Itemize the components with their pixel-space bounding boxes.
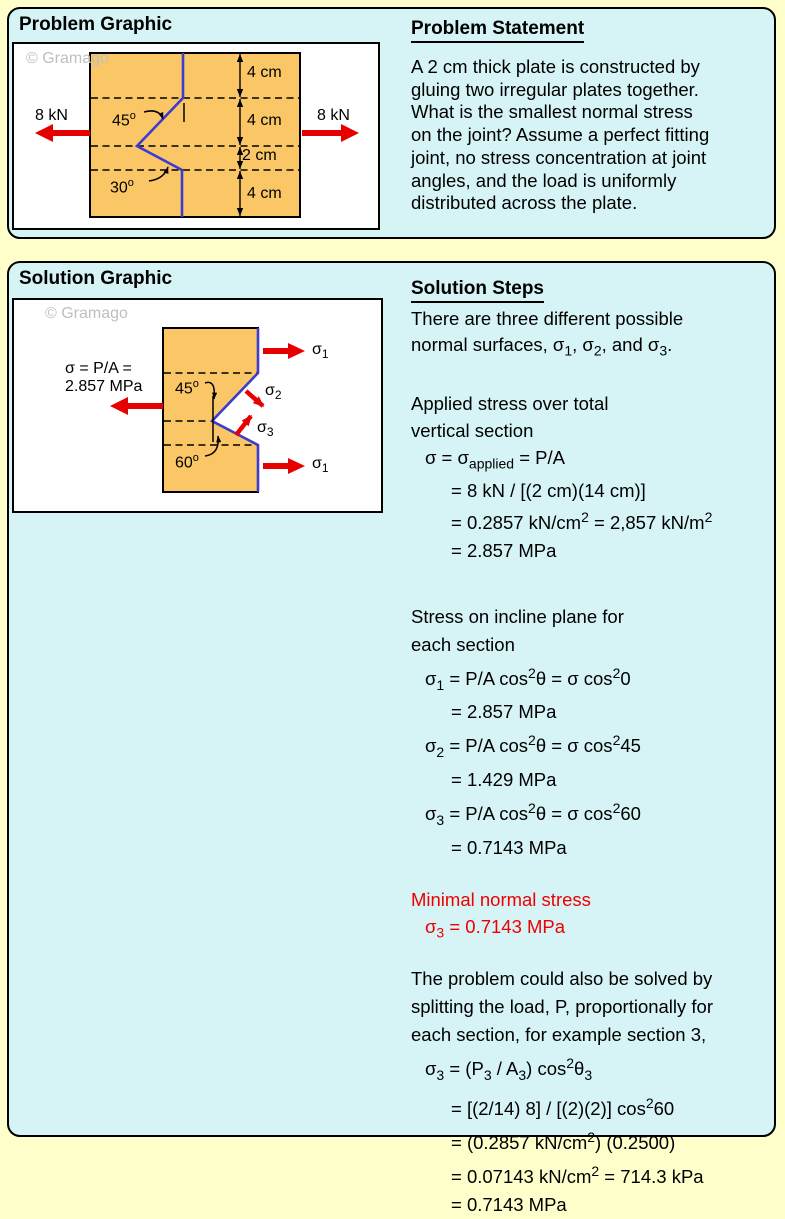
problem-graphic — [12, 42, 380, 230]
step-block — [411, 390, 781, 564]
angle-45-label: 45$^o$ — [112, 110, 136, 130]
step-line: = [(2/14) 8] / [(2)(2)] $\cos^260$ — [451, 1094, 675, 1119]
dim-label-4: 4 cm — [247, 185, 282, 202]
angle-60-label: 60$^o$ — [175, 452, 199, 472]
step-line: normal surfaces, $\sigma_1$, $\sigma_2$, and $\sigma_3$. — [411, 334, 673, 359]
statement-line: What is the smallest normal stress — [411, 101, 693, 123]
step-line: = 0.7143 MPa — [451, 1194, 567, 1216]
sigma3-arrow — [236, 416, 251, 435]
step-line: each section, for example section 3, — [411, 1023, 707, 1045]
sigma1-label-top: $\sigma_1$ — [312, 341, 329, 362]
dim-label-3: 2 cm — [242, 147, 277, 164]
step-block — [411, 306, 781, 364]
step-line: = 0.07143 $kN/cm^2 = 714.3$ kPa — [451, 1162, 704, 1188]
statement-line: joint, no stress concentration at joint — [411, 146, 707, 168]
step-line: = 8 kN / [(2 cm)(14 cm)] — [451, 480, 646, 502]
step-line: = 2.857 MPa — [451, 701, 557, 723]
step-line: splitting the load, P, proportionally for — [411, 995, 714, 1017]
step-line: each section — [411, 633, 515, 655]
step-line: There are three different possible — [411, 308, 684, 329]
sigma2-label: $\sigma_2$ — [265, 382, 282, 403]
sigma1-arrow-bottom — [263, 458, 305, 474]
sigma2-arrow — [246, 391, 263, 406]
force-arrow-left — [35, 124, 90, 142]
step-line: $\sigma_3 = (P_3 / A_3)$ $\cos^2\theta_3$ — [425, 1054, 593, 1083]
problem-graphic-title: Problem Graphic — [19, 14, 173, 35]
step-line: $\sigma_2 = P/A$ $\cos^2\theta = \sigma$ $\cos^245$ — [425, 732, 641, 761]
load-left-label: 8 kN — [35, 107, 68, 124]
watermark: © Gramago — [26, 50, 109, 67]
step-block — [411, 603, 781, 863]
statement-line: on the joint? Assume a perfect fitting — [411, 124, 710, 146]
problem-statement-title: Problem Statement — [411, 18, 584, 43]
applied-stress-line1: σ = P/A = — [65, 360, 132, 377]
solution-steps-list — [411, 306, 781, 1219]
solution-steps-title: Solution Steps — [411, 278, 544, 303]
sigma1-label-bottom: $\sigma_1$ — [312, 455, 329, 476]
step-block — [411, 965, 781, 1219]
load-right-label: 8 kN — [317, 107, 350, 124]
solution-steps-header — [411, 278, 544, 303]
sigma1-arrow-top — [263, 343, 305, 359]
applied-stress-arrow — [110, 397, 163, 415]
dim-label-1: 4 cm — [247, 64, 282, 81]
statement-line: distributed across the plate. — [411, 192, 638, 214]
problem-plate-diagram — [14, 44, 378, 228]
dim-label-2: 4 cm — [247, 112, 282, 129]
step-line: Applied stress over total — [411, 392, 609, 414]
step-line: $\sigma_3 = 0.7143$ MPa — [425, 916, 566, 941]
step-block — [411, 886, 781, 947]
step-line: vertical section — [411, 419, 534, 441]
step-line: = (0.2857 $kN/cm^2$) (0.2500) — [451, 1128, 676, 1153]
sigma3-label: $\sigma_3$ — [257, 419, 274, 440]
angle-30-label: 30$^o$ — [110, 177, 134, 197]
statement-line: gluing two irregular plates together. — [411, 78, 699, 100]
problem-statement-header — [411, 18, 584, 43]
solution-graphic — [12, 298, 383, 513]
angle-45-label: 45$^o$ — [175, 378, 199, 398]
watermark: © Gramago — [45, 305, 128, 322]
solution-panel — [7, 261, 776, 1216]
solution-plate-diagram — [14, 300, 381, 511]
applied-stress-line2: 2.857 MPa — [65, 378, 143, 395]
applied-stress-label — [65, 360, 142, 396]
statement-line: angles, and the load is uniformly — [411, 169, 677, 191]
force-arrow-right — [302, 124, 359, 142]
problem-statement-text — [411, 56, 783, 215]
problem-panel — [7, 7, 776, 239]
step-line: Stress on incline plane for — [411, 605, 624, 627]
step-line: = 0.7143 MPa — [451, 837, 567, 859]
step-line: Minimal normal stress — [411, 889, 591, 911]
step-line: The problem could also be solved by — [411, 967, 713, 989]
solution-graphic-title: Solution Graphic — [19, 268, 173, 289]
step-line: $\sigma = \sigma_{applied} = P/A$ — [425, 446, 565, 472]
step-line: = 2.857 MPa — [451, 539, 557, 561]
step-line: $\sigma_3 = P/A$ $\cos^2\theta = \sigma$ $\cos^260$ — [425, 800, 641, 829]
step-line: $\sigma_1 = P/A$ $\cos^2\theta = \sigma$ $\cos^20$ — [425, 664, 631, 693]
step-line: = 1.429 MPa — [451, 769, 557, 791]
step-line: = 0.2857 $kN/cm^2 = 2,857$ $kN/m^2$ — [451, 509, 713, 534]
statement-line: A 2 cm thick plate is constructed by — [411, 56, 700, 77]
